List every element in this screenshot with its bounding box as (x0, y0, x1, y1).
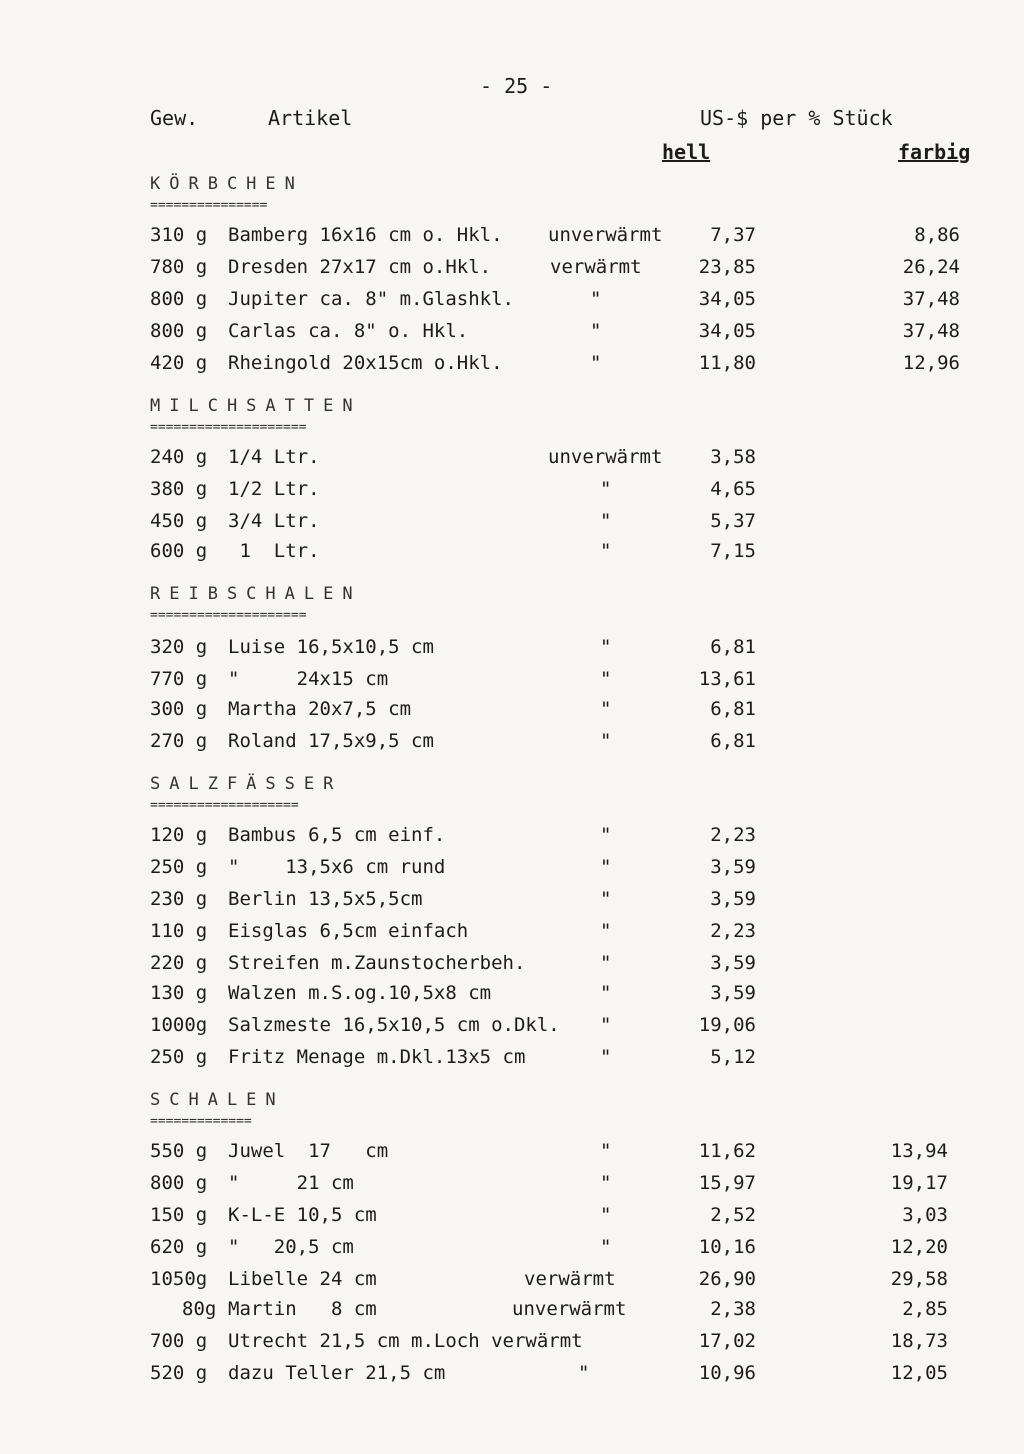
price-colored-cell: 3,03 (902, 1204, 948, 1226)
article-cell: Streifen m.Zaunstocherbeh. (228, 952, 526, 974)
table-row (0, 668, 1024, 698)
article-cell: Salzmeste 16,5x10,5 cm o.Dkl. (228, 1014, 560, 1036)
weight-cell: 230 g (150, 888, 208, 910)
article-cell: 1/2 Ltr. (228, 478, 320, 500)
price-light-cell: 17,02 (698, 1330, 756, 1352)
price-light-cell: 3,59 (710, 856, 756, 878)
article-cell: Dresden 27x17 cm o.Hkl. (228, 256, 492, 278)
article-cell: Martin 8 cm (228, 1298, 377, 1320)
section-title: MILCHSATTEN (150, 396, 362, 416)
price-light-cell: 6,81 (710, 730, 756, 752)
header-weight: Gew. (150, 106, 199, 130)
price-light-cell: 6,81 (710, 698, 756, 720)
table-row (0, 730, 1024, 760)
weight-cell: 550 g (150, 1140, 208, 1162)
weight-cell: 220 g (150, 952, 208, 974)
note-cell: " (600, 1172, 612, 1194)
note-cell: " (578, 1362, 590, 1384)
section-rule: =================== (150, 798, 299, 813)
weight-cell: 800 g (150, 320, 208, 342)
price-light-cell: 15,97 (698, 1172, 756, 1194)
note-cell: " (590, 320, 602, 342)
article-cell: " 13,5x6 cm rund (228, 856, 446, 878)
weight-cell: 310 g (150, 224, 208, 246)
article-cell: Rheingold 20x15cm o.Hkl. (228, 352, 503, 374)
weight-cell: 250 g (150, 856, 208, 878)
table-row (0, 1330, 1024, 1360)
table-row (0, 920, 1024, 950)
table-row (0, 320, 1024, 350)
weight-cell: 150 g (150, 1204, 208, 1226)
price-colored-cell: 29,58 (890, 1268, 948, 1290)
article-cell: Roland 17,5x9,5 cm (228, 730, 434, 752)
weight-cell: 420 g (150, 352, 208, 374)
table-row (0, 952, 1024, 982)
article-cell: dazu Teller 21,5 cm (228, 1362, 446, 1384)
weight-cell: 240 g (150, 446, 208, 468)
article-cell: Libelle 24 cm (228, 1268, 377, 1290)
price-colored-cell: 12,96 (902, 352, 960, 374)
weight-cell: 120 g (150, 824, 208, 846)
price-light-cell: 19,06 (698, 1014, 756, 1036)
note-cell: " (600, 668, 612, 690)
table-row (0, 540, 1024, 570)
note-cell: " (600, 1140, 612, 1162)
header-light: hell (662, 140, 711, 164)
table-row (0, 446, 1024, 476)
article-cell: 1/4 Ltr. (228, 446, 320, 468)
article-cell: Martha 20x7,5 cm (228, 698, 412, 720)
note-cell: " (600, 510, 612, 532)
note-cell: verwärmt (550, 256, 642, 278)
article-cell: Bambus 6,5 cm einf. (228, 824, 446, 846)
note-cell: " (600, 824, 612, 846)
article-cell: Berlin 13,5x5,5cm (228, 888, 423, 910)
note-cell: verwärmt (524, 1268, 616, 1290)
article-cell: " 21 cm (228, 1172, 354, 1194)
article-cell: Juwel 17 cm (228, 1140, 389, 1162)
weight-cell: 780 g (150, 256, 208, 278)
article-cell: Utrecht 21,5 cm m.Loch verwärmt (228, 1330, 583, 1352)
weight-cell: 770 g (150, 668, 208, 690)
price-light-cell: 10,16 (698, 1236, 756, 1258)
note-cell: unverwärmt (512, 1298, 627, 1320)
note-cell: " (590, 352, 602, 374)
table-row (0, 824, 1024, 854)
weight-cell: 800 g (150, 288, 208, 310)
article-cell: 3/4 Ltr. (228, 510, 320, 532)
table-row (0, 982, 1024, 1012)
price-light-cell: 7,37 (710, 224, 756, 246)
note-cell: " (600, 982, 612, 1004)
section-title: REIBSCHALEN (150, 584, 362, 604)
section-rule: ============= (150, 1114, 252, 1129)
weight-cell: 450 g (150, 510, 208, 532)
price-light-cell: 34,05 (698, 288, 756, 310)
table-row (0, 1204, 1024, 1234)
note-cell: " (600, 636, 612, 658)
table-row (0, 1268, 1024, 1298)
section-title: SCHALEN (150, 1090, 285, 1110)
price-colored-cell: 37,48 (902, 288, 960, 310)
note-cell: " (600, 540, 612, 562)
table-row (0, 478, 1024, 508)
weight-cell: 1050g (150, 1268, 208, 1290)
price-light-cell: 2,23 (710, 920, 756, 942)
price-light-cell: 7,15 (710, 540, 756, 562)
weight-cell: 250 g (150, 1046, 208, 1068)
note-cell: " (600, 920, 612, 942)
weight-cell: 320 g (150, 636, 208, 658)
note-cell: " (600, 1046, 612, 1068)
table-row (0, 856, 1024, 886)
note-cell: unverwärmt (548, 224, 663, 246)
page-number: - 25 - (480, 74, 553, 98)
price-light-cell: 34,05 (698, 320, 756, 342)
table-row (0, 1014, 1024, 1044)
table-row (0, 288, 1024, 318)
article-cell: Luise 16,5x10,5 cm (228, 636, 434, 658)
header-colored: farbig (898, 140, 971, 164)
article-cell: Eisglas 6,5cm einfach (228, 920, 469, 942)
section-title: SALZFÄSSER (150, 774, 343, 794)
price-colored-cell: 26,24 (902, 256, 960, 278)
price-light-cell: 3,58 (710, 446, 756, 468)
price-colored-cell: 2,85 (902, 1298, 948, 1320)
note-cell: " (600, 1236, 612, 1258)
price-colored-cell: 8,86 (914, 224, 960, 246)
weight-cell: 700 g (150, 1330, 208, 1352)
article-cell: Bamberg 16x16 cm o. Hkl. (228, 224, 503, 246)
price-light-cell: 11,80 (698, 352, 756, 374)
note-cell: " (600, 698, 612, 720)
table-row (0, 1140, 1024, 1170)
section-title: KÖRBCHEN (150, 174, 304, 194)
table-row (0, 1298, 1024, 1328)
weight-cell: 300 g (150, 698, 208, 720)
table-row (0, 224, 1024, 254)
table-row (0, 698, 1024, 728)
price-light-cell: 6,81 (710, 636, 756, 658)
weight-cell: 110 g (150, 920, 208, 942)
price-light-cell: 5,12 (710, 1046, 756, 1068)
table-row (0, 888, 1024, 918)
price-light-cell: 13,61 (698, 668, 756, 690)
article-cell: " 20,5 cm (228, 1236, 354, 1258)
table-row (0, 1236, 1024, 1266)
weight-cell: 380 g (150, 478, 208, 500)
article-cell: Walzen m.S.og.10,5x8 cm (228, 982, 492, 1004)
price-light-cell: 10,96 (698, 1362, 756, 1384)
table-row (0, 1046, 1024, 1076)
article-cell: Jupiter ca. 8" m.Glashkl. (228, 288, 514, 310)
table-row (0, 352, 1024, 382)
price-light-cell: 23,85 (698, 256, 756, 278)
price-light-cell: 5,37 (710, 510, 756, 532)
article-cell: 1 Ltr. (228, 540, 320, 562)
price-colored-cell: 19,17 (890, 1172, 948, 1194)
note-cell: " (600, 1204, 612, 1226)
weight-cell: 80g (182, 1298, 217, 1320)
article-cell: K-L-E 10,5 cm (228, 1204, 377, 1226)
price-colored-cell: 37,48 (902, 320, 960, 342)
price-colored-cell: 18,73 (890, 1330, 948, 1352)
section-rule: ==================== (150, 608, 307, 623)
price-light-cell: 3,59 (710, 888, 756, 910)
price-light-cell: 3,59 (710, 952, 756, 974)
price-light-cell: 11,62 (698, 1140, 756, 1162)
note-cell: " (590, 288, 602, 310)
table-row (0, 256, 1024, 286)
weight-cell: 1000g (150, 1014, 208, 1036)
note-cell: " (600, 1014, 612, 1036)
weight-cell: 130 g (150, 982, 208, 1004)
weight-cell: 270 g (150, 730, 208, 752)
weight-cell: 520 g (150, 1362, 208, 1384)
table-row (0, 636, 1024, 666)
section-rule: =============== (150, 198, 268, 213)
note-cell: " (600, 952, 612, 974)
article-cell: Fritz Menage m.Dkl.13x5 cm (228, 1046, 526, 1068)
table-row (0, 1362, 1024, 1392)
price-light-cell: 26,90 (698, 1268, 756, 1290)
weight-cell: 800 g (150, 1172, 208, 1194)
header-price: US-$ per % Stück (700, 106, 893, 130)
price-colored-cell: 13,94 (890, 1140, 948, 1162)
price-light-cell: 2,23 (710, 824, 756, 846)
price-light-cell: 2,52 (710, 1204, 756, 1226)
weight-cell: 600 g (150, 540, 208, 562)
table-row (0, 510, 1024, 540)
weight-cell: 620 g (150, 1236, 208, 1258)
note-cell: " (600, 856, 612, 878)
price-colored-cell: 12,05 (890, 1362, 948, 1384)
section-rule: ==================== (150, 420, 307, 435)
note-cell: " (600, 478, 612, 500)
price-colored-cell: 12,20 (890, 1236, 948, 1258)
price-light-cell: 4,65 (710, 478, 756, 500)
note-cell: unverwärmt (548, 446, 663, 468)
article-cell: Carlas ca. 8" o. Hkl. (228, 320, 469, 342)
price-light-cell: 3,59 (710, 982, 756, 1004)
note-cell: " (600, 730, 612, 752)
article-cell: " 24x15 cm (228, 668, 389, 690)
header-article: Artikel (268, 106, 353, 130)
note-cell: " (600, 888, 612, 910)
price-light-cell: 2,38 (710, 1298, 756, 1320)
table-row (0, 1172, 1024, 1202)
